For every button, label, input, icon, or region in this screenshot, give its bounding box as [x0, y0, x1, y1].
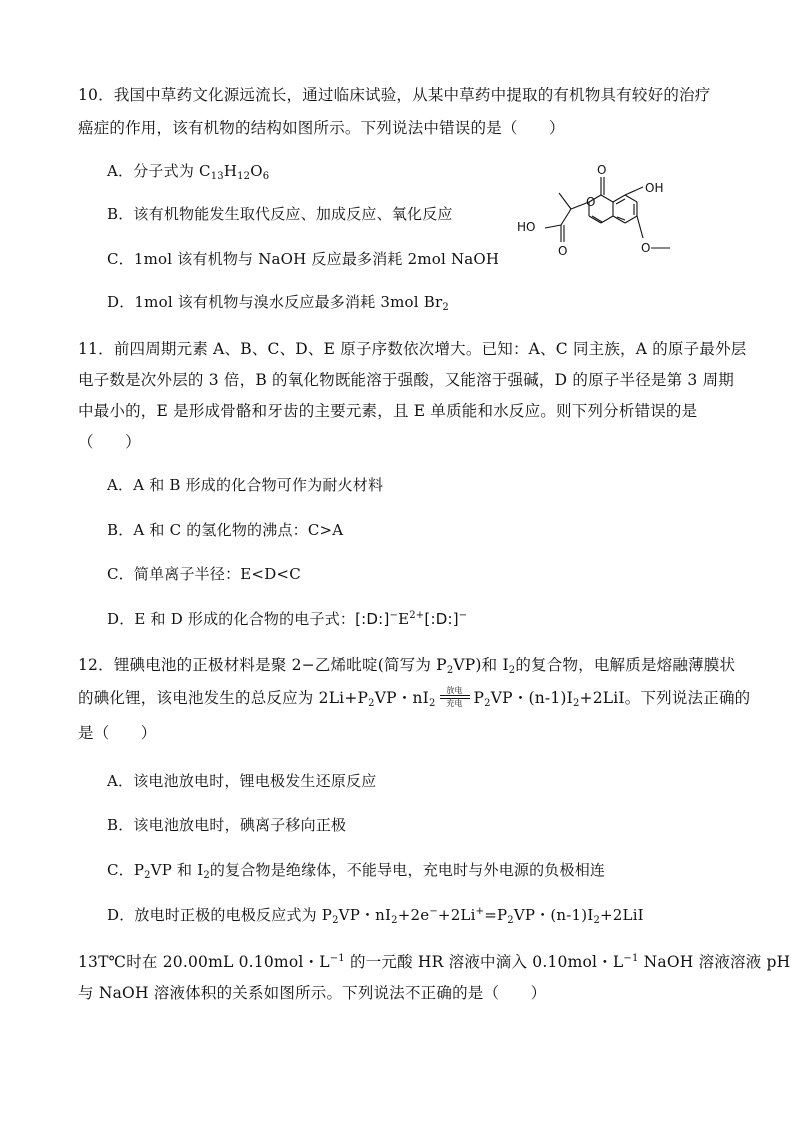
formula-part: O: [250, 162, 263, 180]
text: +2LiI。下列说法正确的: [579, 689, 751, 707]
text: VP・nI: [338, 906, 392, 924]
q13-stem-line1: [78, 950, 790, 972]
q12-option-a[interactable]: A．该电池放电时，锂电极发生还原反应: [107, 772, 377, 790]
acid-ho-label: HO: [517, 220, 536, 234]
bracket: ]: [452, 610, 459, 628]
subscript: 2: [368, 698, 375, 709]
charge-label: 充电: [446, 699, 463, 708]
subscript: 2: [572, 698, 580, 709]
bracket: [: [355, 610, 362, 628]
q11-option-b[interactable]: B．A 和 C 的氢化物的沸点：C>A: [107, 521, 344, 539]
discharge-label: 放电: [446, 686, 463, 695]
text: 12．锂碘电池的正极材料是聚 2−乙烯吡啶(简写为 P: [78, 656, 447, 674]
superscript: −1: [329, 953, 345, 964]
subscript: 2: [332, 915, 339, 926]
carbonyl-o-label: O: [597, 163, 607, 177]
subscript: 2: [508, 665, 516, 676]
text: VP・(n-1)I: [490, 689, 573, 707]
text: 13T℃时在 20.00mL 0.10mol・L: [78, 953, 330, 971]
text: +2LiI: [600, 906, 644, 924]
bracket: [: [424, 610, 431, 628]
superscript: +: [475, 906, 485, 917]
superscript: −: [429, 906, 438, 917]
q12-option-c[interactable]: [107, 859, 605, 880]
reversible-arrow: [438, 688, 472, 706]
electron-dot-d: :D:: [430, 610, 453, 628]
q11-option-a[interactable]: A．A 和 B 形成的化合物可作为耐火材料: [107, 476, 384, 494]
element-e: E: [398, 610, 410, 628]
subscript: 2: [484, 698, 491, 709]
subscript: 2: [446, 665, 454, 676]
text: 的一元酸 HR 溶液中滴入 0.10mol・L: [344, 953, 624, 971]
electron-dot-d: :D:: [361, 610, 384, 628]
q10-stem-line1: 10．我国中草药文化源远流长，通过临床试验，从某中草药中提取的有机物具有较好的治疗: [78, 86, 711, 104]
q11-option-c[interactable]: C．简单离子半径：E<D<C: [107, 565, 301, 583]
superscript: −1: [623, 953, 639, 964]
q11-stem-line2: 电子数是次外层的 3 倍，B 的氧化物既能溶于强酸，又能溶于强碱，D 的原子半径是第 3 周期: [78, 371, 735, 389]
text: +2Li: [437, 906, 476, 924]
text: 的复合物是绝缘体，不能导电，充电时与外电源的负极相连: [209, 861, 606, 879]
q12-stem-line2: [78, 686, 750, 708]
acid-o-label: O: [558, 244, 568, 258]
text: NaOH 溶液溶液 pH: [638, 953, 791, 971]
q11-option-d[interactable]: [107, 608, 467, 629]
text: =P: [484, 906, 508, 924]
subscript: 2: [144, 870, 151, 881]
bracket: ]: [383, 610, 390, 628]
molecule-structure-figure: [505, 160, 685, 275]
subscript: 2: [391, 915, 398, 926]
q10-option-d[interactable]: [107, 291, 449, 312]
charge: 2+: [409, 610, 425, 621]
text: VP 和 I: [150, 861, 204, 879]
q13-stem-line2: 与 NaOH 溶液体积的关系如图所示。下列说法不正确的是（ ）: [78, 984, 547, 1002]
text: D．放电时正极的电极反应式为 P: [107, 906, 333, 924]
q12-option-b[interactable]: B．该电池放电时，碘离子移向正极: [107, 816, 347, 834]
q12-stem-line3: 是（ ）: [78, 724, 157, 742]
q11-stem-line1: 11．前四周期元素 A、B、C、D、E 原子序数依次增大。已知：A、C 同主族，A 的原子最外层: [78, 340, 747, 358]
text: C．P: [107, 861, 145, 879]
text: VP・nI: [374, 689, 429, 707]
q10-option-c[interactable]: C．1mol 该有机物与 NaOH 反应最多消耗 2mol NaOH: [107, 250, 500, 268]
q10-option-a[interactable]: [107, 160, 269, 181]
q12-option-d[interactable]: [107, 904, 644, 925]
charge: −: [458, 610, 468, 621]
text: VP・(n-1)I: [513, 906, 594, 924]
q11-option-d-text: D．E 和 D 形成的化合物的电子式：: [107, 610, 356, 628]
text: 的碘化锂，该电池发生的总反应为 2Li+P: [78, 689, 369, 707]
q11-stem-line3: 中最小的，E 是形成骨骼和牙齿的主要元素，且 E 单质能和水反应。则下列分析错误的是: [78, 402, 698, 420]
text: +2e: [397, 906, 430, 924]
text: VP)和 I: [453, 656, 509, 674]
q10-option-b[interactable]: B．该有机物能发生取代反应、加成反应、氧化反应: [107, 205, 453, 223]
q12-stem-line1: [78, 653, 735, 675]
q10-stem-line2: 癌症的作用，该有机物的结构如图所示。下列说法中错误的是（ ）: [78, 119, 565, 137]
ring-o-label: O: [586, 195, 596, 209]
subscript: 2: [507, 915, 514, 926]
subscript: 2: [428, 698, 436, 709]
subscript: 12: [237, 171, 251, 182]
q11-stem-line4: （ ）: [78, 433, 141, 451]
q10-option-d-text: D．1mol 该有机物与溴水反应最多消耗 3mol Br: [107, 293, 443, 311]
hydroxyl-label: OH: [645, 181, 664, 195]
charge: −: [389, 610, 399, 621]
q10-option-a-text: A．分子式为 C: [107, 162, 211, 180]
subscript: 2: [203, 870, 210, 881]
subscript: 13: [210, 171, 224, 182]
text: P: [473, 689, 485, 707]
subscript: 6: [262, 171, 270, 182]
methoxy-o-label: O: [641, 241, 651, 255]
subscript: 2: [442, 302, 449, 313]
formula-part: H: [223, 162, 238, 180]
subscript: 2: [593, 915, 601, 926]
text: 的复合物，电解质是熔融薄膜状: [515, 656, 736, 674]
